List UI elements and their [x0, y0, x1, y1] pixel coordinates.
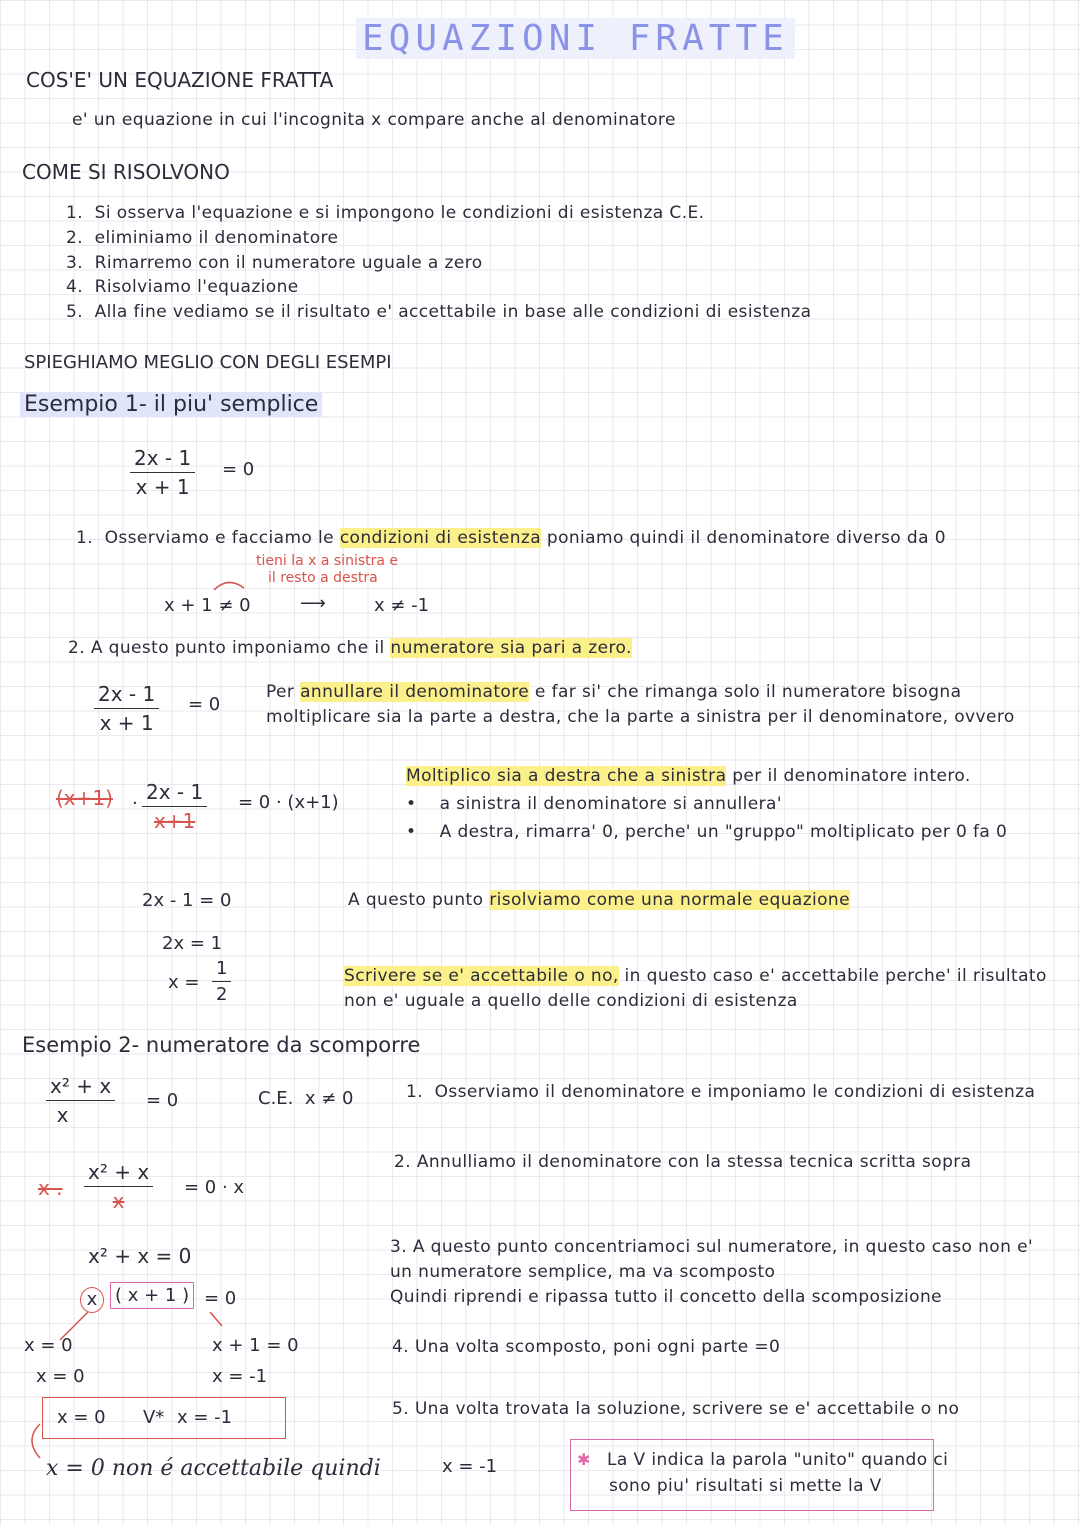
note-box: ✱ La V indica la parola "unito" quando ci sono piu' risultati si mette la V [570, 1439, 934, 1511]
solution-fraction: $\frac{1}{2}$ [212, 958, 231, 1005]
bullet-item: • A destra, rimarra' 0, perche' un "gruppo" moltiplicato per 0 fa 0 [406, 822, 1008, 842]
ce-right: x ≠ -1 [374, 595, 430, 616]
example2-step: 3. A questo punto concentriamoci sul numeratore, in questo caso non e' [390, 1237, 1034, 1257]
boxed-factor: ( x + 1 ) [110, 1282, 194, 1309]
example2-step-line: Quindi riprendi e ripassa tutto il concetto della scomposizione [390, 1287, 942, 1307]
example1-eq3-rhs: = 0 · (x+1) [238, 792, 339, 813]
example2-fraction: $\frac{\text{x² + x}}{x}$ [46, 1074, 115, 1127]
example2-step: 2. Annulliamo il denominatore con la stessa tecnica scritta sopra [394, 1152, 972, 1172]
left-solution: x = 0 [24, 1335, 73, 1356]
example2-ce: C.E. x ≠ 0 [258, 1088, 354, 1109]
method-step: 1. Si osserva l'equazione e si impongono le condizioni di esistenza C.E. [66, 203, 705, 223]
star-icon: ✱ [577, 1450, 591, 1469]
union-box: x = 0 V* x = -1 [42, 1397, 286, 1439]
example2-line-a: x² + x = 0 [88, 1244, 192, 1268]
curved-arrow-icon [214, 582, 244, 590]
example1-step2: 2. A questo punto imponiamo che il numeratore sia pari a zero. [68, 638, 632, 658]
arrow-icon: ⟶ [300, 593, 326, 614]
solve-line: 2x - 1 = 0 [142, 890, 232, 911]
note-annul-2: moltiplicare sia la parte a destra, che la parte a sinistra per il denominatore, ovvero [266, 707, 1015, 727]
left-solution: x = 0 [36, 1366, 85, 1387]
example1-eq-rhs: = 0 [222, 459, 255, 480]
mult-dot: . [132, 788, 138, 809]
solve-line: 2x = 1 [162, 933, 223, 954]
section-heading-examples: SPIEGHIAMO MEGLIO CON DEGLI ESEMPI [24, 352, 392, 373]
normal-note: A questo punto risolviamo come una normale equazione [348, 890, 850, 910]
check-arrow-icon [60, 1312, 88, 1340]
final-statement: x = 0 non é accettabile quindi [46, 1456, 381, 1481]
example2-step: 1. Osserviamo il denominatore e imponiamo le condizioni di esistenza [406, 1082, 1036, 1102]
note-annul: Per annullare il denominatore e far si' che rimanga solo il numeratore bisogna [266, 682, 962, 702]
example2-step-line: un numeratore semplice, ma va scomposto [390, 1262, 776, 1282]
example1-fraction-3: $\frac{2x - 1}{x+1}$ [142, 780, 207, 833]
method-step: 5. Alla fine vediamo se il risultato e' accettabile in base alle condizioni di esistenza [66, 302, 812, 322]
method-step: 4. Risolviamo l'equazione [66, 277, 299, 297]
curved-arrow-icon [32, 1424, 40, 1458]
example2-boxed-eq: = 0 [204, 1288, 237, 1309]
example1-fraction: $\frac{2x - 1}{x + 1}$ [130, 446, 195, 499]
example1-eq2-rhs: = 0 [188, 694, 221, 715]
definition-text: e' un equazione in cui l'incognita x compare anche al denominatore [72, 110, 676, 130]
example2-step: 4. Una volta scomposto, poni ogni parte =0 [392, 1337, 781, 1357]
example1-fraction-2: $\frac{2x - 1}{x + 1}$ [94, 682, 159, 735]
method-step: 3. Rimarremo con il numeratore uguale a zero [66, 253, 483, 273]
right-solution: x = -1 [212, 1366, 268, 1387]
section-heading-method: COME SI RISOLVONO [22, 160, 230, 184]
section-heading-definition: COS'E' UN EQUAZIONE FRATTA [26, 68, 334, 92]
accept-note-2: non e' uguale a quello delle condizioni di esistenza [344, 991, 798, 1011]
example2-eq-rhs: = 0 [146, 1090, 179, 1111]
solve-line: x = [168, 972, 200, 993]
final-answer: x = -1 [442, 1456, 498, 1477]
mult-note: Moltiplico sia a destra che a sinistra per il denominatore intero. [406, 766, 971, 786]
bullet-item: • a sinistra il denominatore si annullera' [406, 794, 782, 814]
example2-fraction-2: $\frac{\text{x² + x}}{x}$ [84, 1160, 153, 1213]
red-note: tieni la x a sinistra e [256, 553, 399, 569]
check-arrow-icon [210, 1312, 222, 1326]
right-solution: x + 1 = 0 [212, 1335, 299, 1356]
cancelled-factor-2: x . [38, 1176, 63, 1200]
example2-heading: Esempio 2- numeratore da scomporre [22, 1033, 421, 1057]
ce-left: x + 1 ≠ 0 [164, 595, 251, 616]
cancelled-factor: (x+1) [56, 786, 113, 810]
accept-note: Scrivere se e' accettabile o no, in questo caso e' accettabile perche' il risultato [344, 966, 1047, 986]
circled-factor: x [80, 1287, 104, 1313]
example1-step1: 1. Osserviamo e facciamo le condizioni di esistenza poniamo quindi il denominatore diverso da 0 [76, 528, 946, 548]
red-note: il resto a destra [268, 570, 378, 586]
example2-eq2-rhs: = 0 · x [184, 1177, 245, 1198]
page-title: EQUAZIONI FRATTE [356, 18, 795, 59]
example1-heading: Esempio 1- il piu' semplice [20, 392, 322, 417]
example2-step: 5. Una volta trovata la soluzione, scrivere se e' accettabile o no [392, 1399, 960, 1419]
method-step: 2. eliminiamo il denominatore [66, 228, 339, 248]
